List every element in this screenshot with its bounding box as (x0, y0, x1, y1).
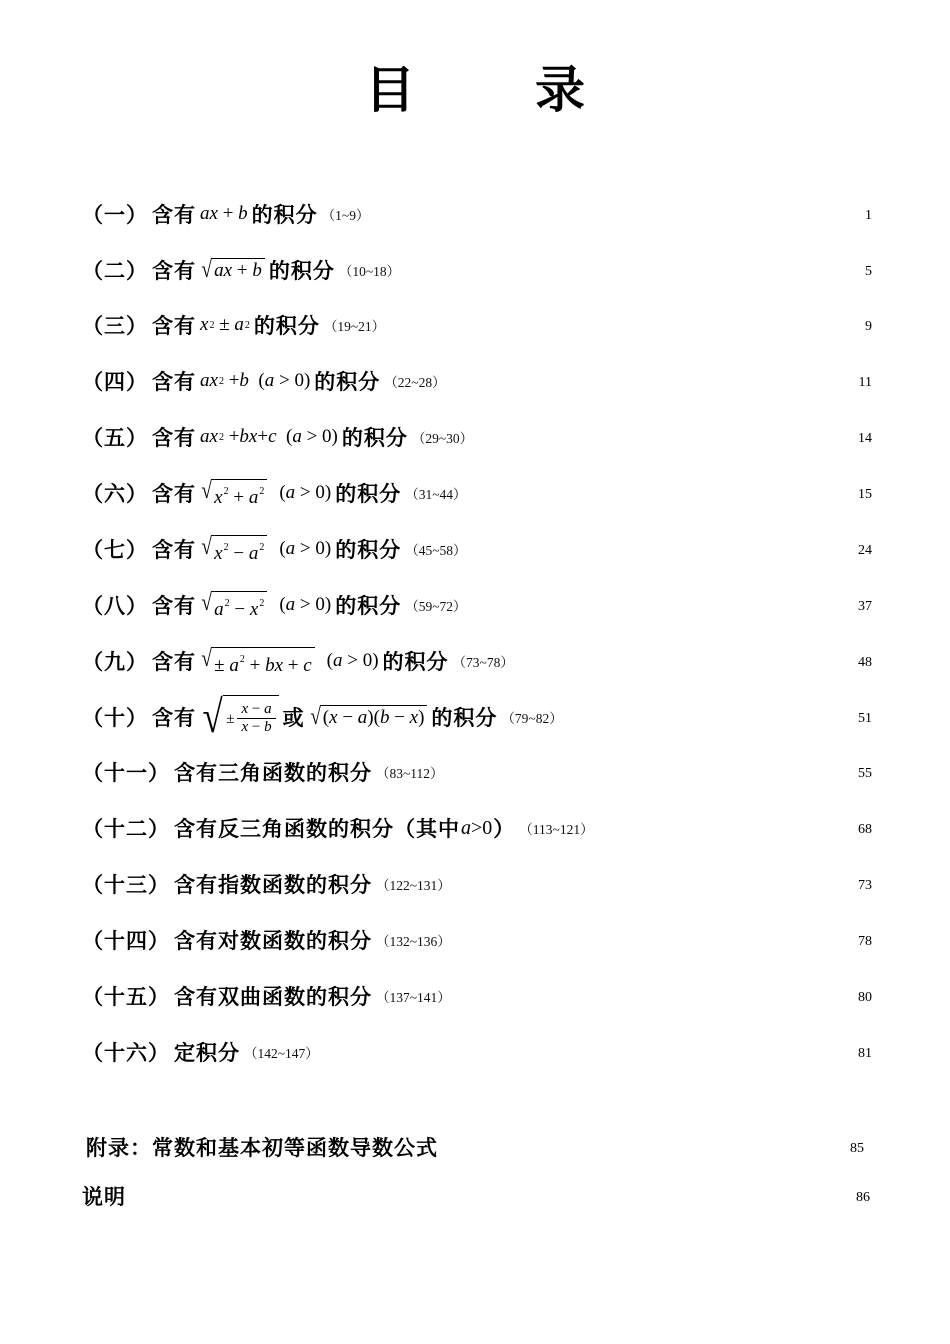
formula-range: （29~30） (411, 431, 474, 446)
entry-lead: 含有对数函数的积分 (174, 929, 372, 953)
formula-range: （19~21） (323, 319, 386, 334)
entry-suffix: 的积分 (335, 482, 402, 506)
page-number: 85 (850, 1141, 864, 1156)
toc-entry-16[interactable] (82, 1032, 872, 1072)
formula: √ ± $\frac{x - a}{x - b}$ (200, 695, 279, 739)
formula-range: （22~28） (384, 375, 446, 390)
formula-range: （83~112） (376, 766, 444, 781)
dot-leader (454, 864, 854, 904)
dot-leader (449, 361, 855, 401)
formula-range: （45~58） (405, 543, 467, 558)
entry-suffix: 的积分 (268, 259, 335, 283)
entry-number: （十四） (82, 929, 170, 953)
entry-number: （十六） (82, 1041, 170, 1065)
dot-leader (454, 920, 854, 960)
page-number: 48 (858, 655, 872, 670)
entry-number: （十三） (82, 873, 170, 897)
page-number: 78 (858, 934, 872, 949)
formula-2: √ (x − a)(b − x) (309, 705, 428, 729)
title-char-2: 录 (535, 61, 585, 119)
toc-entry-3[interactable] (82, 305, 872, 345)
entry-lead: 含有 (152, 370, 196, 394)
formula: √ $x^2 + a^2$ ( a > 0) (201, 477, 332, 508)
formula-range: （132~136） (376, 934, 451, 949)
toc-entry-6[interactable] (82, 473, 872, 513)
page-number: 1 (865, 208, 872, 223)
toc-entry-9[interactable] (82, 641, 872, 681)
dot-leader (517, 641, 854, 681)
entry-number: （十一） (82, 761, 170, 785)
page-number: 11 (858, 375, 872, 390)
entry-lead: 含有 (152, 426, 196, 450)
entry-number: （五） (82, 426, 148, 450)
dot-leader (476, 417, 854, 457)
formula-range: （79~82） (501, 711, 563, 726)
entry-lead: 含有三角函数的积分 (174, 761, 372, 785)
formula-range: （142~147） (244, 1046, 319, 1061)
toc-entry-8[interactable] (82, 585, 872, 625)
page-number: 14 (858, 431, 872, 446)
dot-leader (470, 585, 854, 625)
entry-lead: 含有 (152, 314, 196, 338)
toc-entry-2[interactable] (82, 250, 872, 290)
formula-range: （59~72） (405, 599, 467, 614)
entry-suffix: 的积分 (253, 314, 320, 338)
entry-number: （八） (82, 594, 148, 618)
entry-suffix: ） (493, 817, 516, 841)
page-number: 68 (858, 822, 872, 837)
toc-entry-4[interactable] (82, 361, 872, 401)
entry-lead: 含有反三角函数的积分（其中 (174, 817, 460, 841)
page-number: 81 (858, 1046, 872, 1061)
entry-number: （四） (82, 370, 148, 394)
entry-suffix: 的积分 (341, 426, 408, 450)
dot-leader (470, 529, 854, 569)
entry-number: （一） (82, 203, 148, 227)
formula-range: （122~131） (376, 878, 451, 893)
toc-entry-5[interactable] (82, 417, 872, 457)
title-char-1: 目 (365, 61, 415, 119)
entry-lead: 含有 (152, 706, 196, 730)
formula-range: （113~121） (519, 822, 594, 837)
dot-leader (129, 1176, 852, 1216)
page-number: 86 (856, 1190, 870, 1205)
formula: √ ± $a^2$ + bx + c ( a > 0) (201, 645, 379, 676)
entry-lead: 含有双曲函数的积分 (174, 985, 372, 1009)
entry-lead: 含有指数函数的积分 (174, 873, 372, 897)
formula-range: （137~141） (376, 990, 451, 1005)
entry-suffix: 的积分 (335, 538, 402, 562)
dot-leader (454, 976, 854, 1016)
formula: ax + b (200, 203, 248, 224)
appendix-label: 附录：常数和基本初等函数导数公式 (86, 1136, 438, 1160)
entry-number: （二） (82, 259, 148, 283)
dot-leader (388, 305, 861, 345)
formula: a >0 (461, 816, 493, 839)
toc-entry-13[interactable] (82, 864, 872, 904)
entry-mid: 或 (282, 706, 305, 730)
toc-entry-11[interactable] (82, 752, 872, 792)
dot-leader (597, 808, 854, 848)
page-number: 37 (858, 599, 872, 614)
page-number: 55 (858, 766, 872, 781)
page-number: 80 (858, 990, 872, 1005)
notes-label: 说明 (82, 1185, 126, 1209)
entry-suffix: 的积分 (382, 650, 449, 674)
entry-number: （六） (82, 482, 148, 506)
formula: ax 2 + b ( a > 0) (200, 370, 311, 391)
toc-appendix[interactable] (86, 1127, 864, 1167)
formula-range: （10~18） (338, 264, 401, 279)
formula: √ $x^2 - a^2$ ( a > 0) (201, 533, 332, 564)
entry-lead: 含有 (152, 203, 196, 227)
entry-lead: 定积分 (174, 1041, 240, 1065)
page-title (0, 58, 950, 122)
entry-number: （十） (82, 706, 148, 730)
page-number: 15 (858, 487, 872, 502)
toc-entry-10[interactable] (82, 691, 872, 742)
formula: √ $a^2 - x^2$ ( a > 0) (201, 589, 332, 620)
dot-leader (470, 473, 854, 513)
dot-leader (447, 752, 854, 792)
dot-leader (566, 697, 854, 737)
dot-leader (322, 1032, 854, 1072)
page-number: 9 (865, 319, 872, 334)
formula-range: （73~78） (452, 655, 514, 670)
dot-leader (372, 194, 861, 234)
entry-lead: 含有 (152, 594, 196, 618)
toc-entry-15[interactable] (82, 976, 872, 1016)
formula-range: （1~9） (321, 208, 370, 223)
entry-suffix: 的积分 (335, 594, 402, 618)
entry-suffix: 的积分 (314, 370, 381, 394)
entry-lead: 含有 (152, 650, 196, 674)
entry-number: （九） (82, 650, 148, 674)
entry-lead: 含有 (152, 259, 196, 283)
entry-suffix: 的积分 (251, 203, 318, 227)
page-number: 5 (865, 264, 872, 279)
page-number: 51 (858, 711, 872, 726)
entry-lead: 含有 (152, 482, 196, 506)
page-number: 73 (858, 878, 872, 893)
toc-entry-7[interactable] (82, 529, 872, 569)
dot-leader (403, 250, 861, 290)
formula: ax 2 + bx + c ( a > 0) (200, 426, 338, 447)
entry-number: （十五） (82, 985, 170, 1009)
entry-number: （三） (82, 314, 148, 338)
page-number: 24 (858, 543, 872, 558)
formula: x 2 ± a 2 (200, 314, 250, 335)
entry-number: （七） (82, 538, 148, 562)
entry-number: （十二） (82, 817, 170, 841)
dot-leader (441, 1127, 846, 1167)
formula-range: （31~44） (405, 487, 467, 502)
formula: √ ax + b (200, 258, 265, 282)
entry-lead: 含有 (152, 538, 196, 562)
entry-suffix: 的积分 (431, 706, 498, 730)
toc-entry-12[interactable] (82, 808, 872, 848)
toc-entry-1[interactable] (82, 194, 872, 234)
toc-entry-14[interactable] (82, 920, 872, 960)
toc-notes[interactable] (82, 1176, 870, 1216)
